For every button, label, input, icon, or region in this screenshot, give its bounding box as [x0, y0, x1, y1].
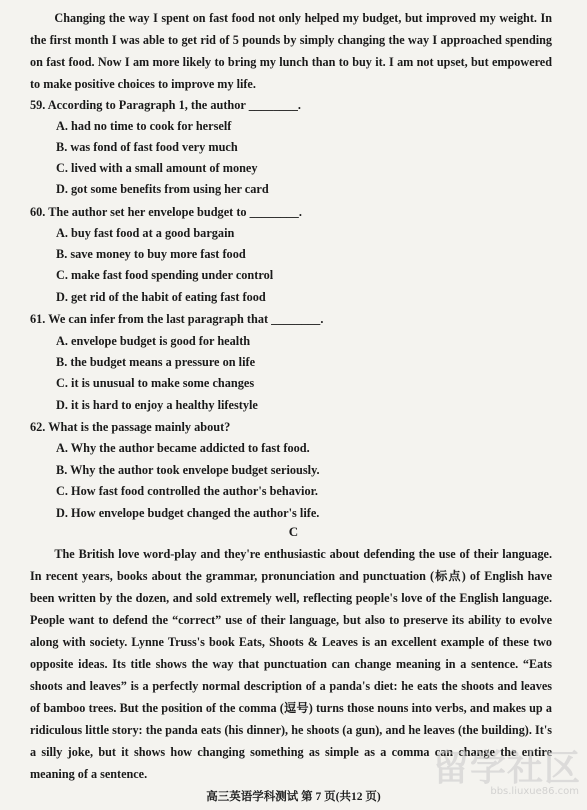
watermark-url: bbs.liuxue86.com: [490, 786, 579, 797]
question-59-option-a: A. had no time to cook for herself: [56, 119, 232, 133]
question-61-option-b: B. the budget means a pressure on life: [56, 355, 256, 369]
page-footer: 高三英语学科测试 第 7 页(共12 页): [206, 791, 381, 803]
question-60-option-a: A. buy fast food at a good bargain: [56, 226, 235, 240]
section-c-heading: C: [288, 524, 299, 539]
question-61-stem: 61. We can infer from the last paragraph that ________.: [30, 312, 324, 326]
question-61-option-c: C. it is unusual to make some changes: [56, 376, 255, 390]
site-watermark: [421, 740, 581, 806]
question-59-option-b: B. was fond of fast food very much: [56, 140, 238, 154]
question-59-stem: 59. According to Paragraph 1, the author ________.: [30, 98, 301, 112]
question-59-option-d: D. got some benefits from using her card: [56, 182, 269, 196]
question-59-option-c: C. lived with a small amount of money: [56, 161, 258, 175]
question-62-option-a: A. Why the author became addicted to fast food.: [56, 441, 310, 455]
question-62-stem: 62. What is the passage mainly about?: [30, 420, 231, 434]
question-62-option-d: D. How envelope budget changed the author's life.: [56, 506, 320, 520]
passage-b-closing-paragraph: Changing the way I spent on fast food not only helped my budget, but improved my weight. In the first month I was able to get rid of 5 pounds by simply changing the way I approached spending on fast food. Now I am more likely to bring my lunch than to buy it. I am not upset, but empowered to make positive choices to improve my life.: [30, 11, 552, 91]
question-61-option-a: A. envelope budget is good for health: [56, 334, 251, 348]
section-c-paragraph: The British love word-play and they're enthusiastic about defending the use of their language. In recent years, books about the grammar, pronunciation and punctuation (标点) of English have been written by the dozen, and sold extremely well, reflecting people's love of the English language. People want to defend the “correct” use of their language, but also to preserve its ability to evolve along with society. Lynne Truss's book Eats, Shoots & Leaves is an excellent example of these two opposite ideas. Its title shows the way that punctuation can change meaning in a sentence. “Eats shoots and leaves” is a perfectly normal description of a panda's diet: he eats the shoots and leaves of bamboo trees. But the position of the comma (逗号) turns those nouns into verbs, and makes up a ridiculous little story: the panda eats (his dinner), he shoots (a gun), and he leaves (the building). It's a silly joke, but it shows how changing something as simple as a comma can change the entire meaning of a sentence.: [30, 547, 552, 781]
question-60-stem: 60. The author set her envelope budget to ________.: [30, 205, 302, 219]
question-60-option-d: D. get rid of the habit of eating fast food: [56, 290, 266, 304]
question-61-option-d: D. it is hard to enjoy a healthy lifestyle: [56, 398, 258, 412]
question-62-option-c: C. How fast food controlled the author's behavior.: [56, 484, 318, 498]
question-60-option-b: B. save money to buy more fast food: [56, 247, 246, 261]
question-62-option-b: B. Why the author took envelope budget seriously.: [56, 463, 320, 477]
watermark-logo-text: 留学社区: [432, 748, 581, 789]
question-60-option-c: C. make fast food spending under control: [56, 268, 274, 282]
